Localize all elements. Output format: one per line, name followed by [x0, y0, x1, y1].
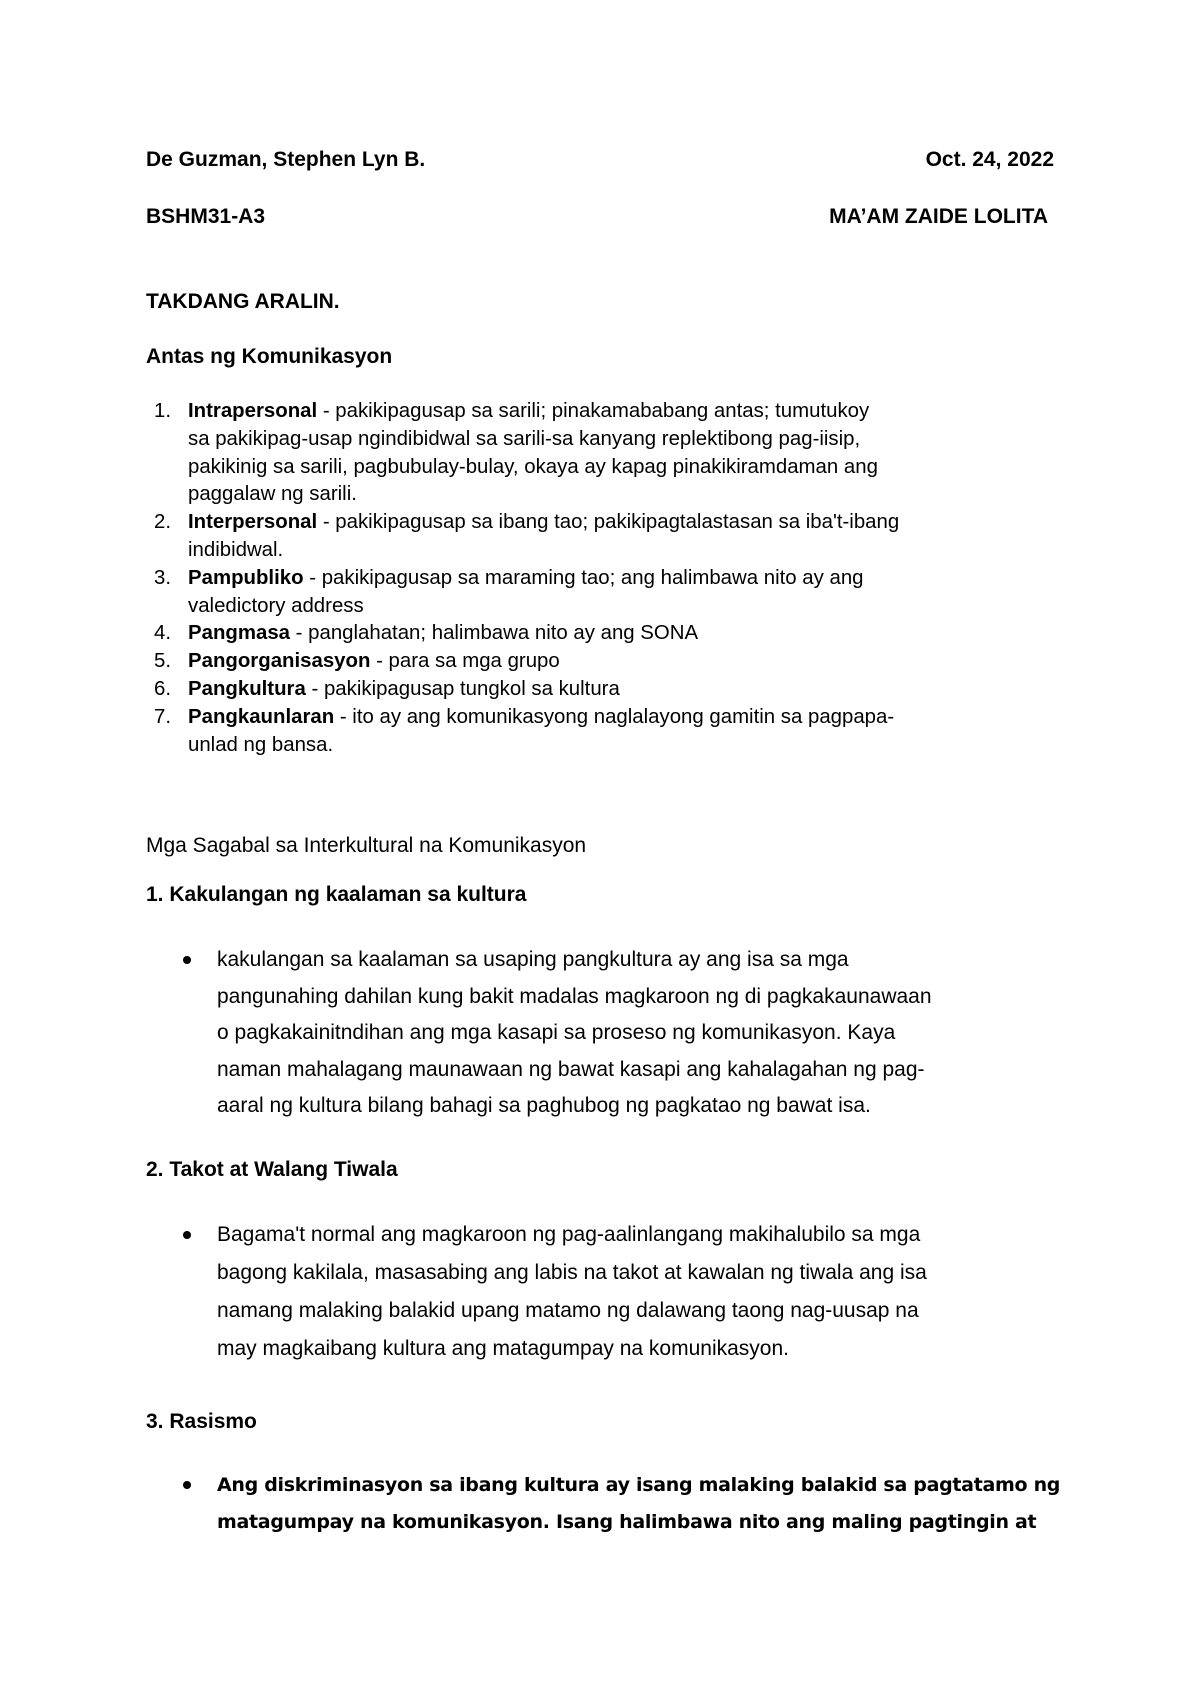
antas-item — [146, 676, 1076, 704]
section-title: 2. Takot at Walang Tiwala — [146, 1158, 398, 1181]
section: BSHM31-A3 — [146, 205, 266, 228]
text-line: naman mahalagang maunawaan ng bawat kasapi ang kahalagahan ng pag- — [217, 1057, 925, 1081]
item-term: Pangkaunlaran — [188, 705, 335, 728]
antas-heading: Antas ng Komunikasyon — [146, 345, 393, 368]
item-number: 2. — [154, 511, 172, 534]
item-text: indibidwal. — [188, 538, 284, 561]
item-number: 5. — [154, 650, 172, 673]
item-text: paggalaw ng sarili. — [188, 483, 357, 506]
text-line: Ang diskriminasyon sa ibang kultura ay isang malaking balakid sa pagtatamo ng — [217, 1474, 1061, 1496]
item-text: pakikinig sa sarili, pagbubulay-bulay, okaya ay kapag pinakikiramdaman ang — [188, 455, 878, 478]
item-number: 7. — [154, 705, 172, 728]
item-text: - pakikipagusap tungkol sa kultura — [305, 677, 620, 700]
antas-item — [146, 620, 1076, 648]
text-line: may magkaibang kultura ang matagumpay na komunikasyon. — [217, 1337, 789, 1360]
item-number: 3. — [154, 566, 172, 589]
antas-item — [146, 398, 1076, 509]
student-name: De Guzman, Stephen Lyn B. — [146, 148, 426, 171]
item-number: 6. — [154, 677, 172, 700]
item-text: unlad ng bansa. — [188, 733, 334, 756]
antas-item — [146, 509, 1076, 565]
antas-item — [146, 565, 1076, 621]
text-line: Bagama't normal ang magkaroon ng pag-aalinlangang makihalubilo sa mga — [217, 1223, 921, 1246]
text-line: aaral ng kultura bilang bahagi sa paghubog ng pagkatao ng bawat isa. — [217, 1094, 871, 1117]
date: Oct. 24, 2022 — [925, 148, 1054, 171]
item-term: Pampubliko — [188, 566, 304, 589]
bullet-text — [217, 1216, 1077, 1368]
item-text: - panglahatan; halimbawa nito ay ang SONA — [290, 622, 699, 645]
item-number: 1. — [154, 400, 172, 422]
bullet-icon — [183, 1481, 191, 1489]
text-line: pangunahing dahilan kung bakit madalas magkaroon ng di pagkakaunawaan — [217, 984, 932, 1008]
section-title: 1. Kakulangan ng kaalaman sa kultura — [146, 883, 527, 906]
header-row-1 — [146, 148, 1054, 172]
item-term: Intrapersonal — [188, 400, 318, 422]
text-line: bagong kakilala, masasabing ang labis na takot at kawalan ng tiwala ang isa — [217, 1261, 927, 1284]
header-row-2 — [146, 205, 1050, 229]
item-text: - para sa mga grupo — [370, 650, 560, 673]
item-text: - pakikipagusap sa sarili; pinakamababang antas; tumutukoy — [317, 400, 870, 422]
sagabal-heading: Mga Sagabal sa Interkultural na Komunikasyon — [146, 834, 587, 857]
text-line: matagumpay na komunikasyon. Isang halimbawa nito ang maling pagtingin at — [217, 1511, 1037, 1533]
item-text: sa pakikipag-usap ngindibidwal sa sarili-sa kanyang replektibong pag-iisip, — [188, 427, 861, 450]
text-line: namang malaking balakid upang matamo ng dalawang taong nag-uusap na — [217, 1299, 919, 1322]
bullet-text — [217, 942, 1077, 1125]
teacher-name: MA’AM ZAIDE LOLITA — [829, 205, 1048, 228]
bullet-icon — [183, 956, 191, 964]
item-text: valedictory address — [188, 594, 364, 617]
antas-list — [146, 398, 1076, 759]
item-term: Interpersonal — [188, 511, 318, 534]
text-line: o pagkakainitndihan ang mga kasapi sa proseso ng komunikasyon. Kaya — [217, 1021, 896, 1044]
item-text: - pakikipagusap sa maraming tao; ang halimbawa nito ay ang — [303, 566, 864, 589]
item-term: Pangorganisasyon — [188, 650, 371, 673]
section-title: 3. Rasismo — [146, 1410, 257, 1433]
item-text: - ito ay ang komunikasyong naglalayong gamitin sa pagpapa- — [334, 705, 895, 728]
page-title: TAKDANG ARALIN. — [146, 290, 340, 313]
antas-item — [146, 648, 1076, 676]
text-line: kakulangan sa kaalaman sa usaping pangkultura ay ang isa sa mga — [217, 948, 849, 971]
item-term: Pangmasa — [188, 622, 291, 645]
item-number: 4. — [154, 622, 172, 645]
item-text: - pakikipagusap sa ibang tao; pakikipagtalastasan sa iba't-ibang — [317, 511, 900, 534]
antas-item — [146, 704, 1076, 760]
bullet-icon — [183, 1231, 191, 1239]
bullet-text — [217, 1467, 1077, 1541]
item-term: Pangkultura — [188, 677, 306, 700]
